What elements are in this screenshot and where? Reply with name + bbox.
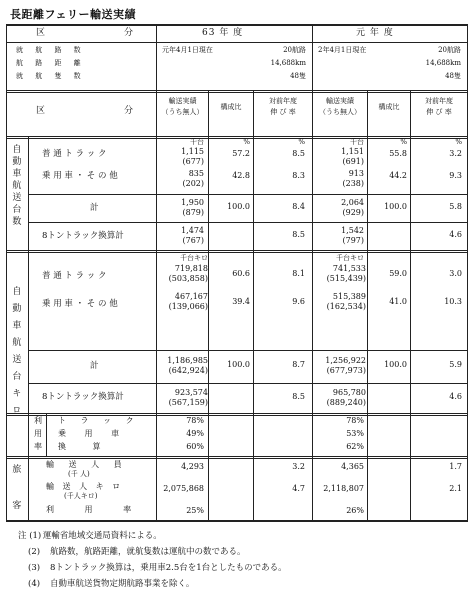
cell: 41.0 — [389, 297, 407, 306]
cell: 78% — [186, 416, 204, 425]
footnote: (3) 8トントラック換算は，乗用車2.5台を1台としたものである。 — [28, 563, 287, 573]
cell: 10.3 — [444, 297, 462, 306]
cell: 1,950 — [181, 198, 204, 207]
cell: 8.5 — [292, 392, 305, 401]
route-y63-date: 元年4月1日現在 — [162, 46, 213, 54]
cell: (929) — [342, 208, 364, 217]
row-sub: (千 人) — [68, 470, 90, 478]
col-jisseki-63: 輸送実績 — [168, 97, 197, 105]
unit: 千台キロ — [336, 254, 364, 262]
cell: (139,066) — [168, 302, 208, 311]
cell: 2.1 — [449, 484, 462, 493]
header-year63: 63 年 度 — [202, 28, 244, 38]
row-label: 乗 用 車 ・ そ の 他 — [42, 299, 118, 309]
cell: 100.0 — [227, 202, 250, 211]
unit: % — [243, 138, 250, 146]
cell: 4.6 — [449, 392, 462, 401]
cell: 60.6 — [232, 269, 250, 278]
col-jisseki-sub-g: （うち無人） — [319, 108, 361, 116]
row-label: 輸 送 人 キ ロ — [46, 482, 124, 491]
cell: (797) — [342, 236, 364, 245]
route-y63-ships: 48隻 — [290, 72, 306, 80]
cell: (677) — [182, 157, 204, 166]
cell: 26% — [346, 506, 364, 515]
cell: (642,924) — [168, 366, 208, 375]
col-jisseki-g: 輸送実績 — [326, 97, 354, 105]
unit: % — [455, 138, 462, 146]
row-label: 普 通 ト ラ ッ ク — [42, 271, 107, 281]
ferry-table — [6, 24, 468, 522]
sub-bun: 分 — [124, 106, 135, 116]
cell: 2,075,868 — [163, 484, 204, 493]
col-taizen-g: 対前年度 — [425, 97, 453, 105]
col-taizen-sub-63: 伸 び 率 — [270, 108, 296, 116]
col-jisseki-sub-63: （うち無人） — [161, 108, 204, 116]
unit: % — [298, 138, 305, 146]
cell: 515,389 — [332, 292, 366, 301]
sub-ku: 区 — [36, 106, 47, 116]
cell: (879) — [182, 208, 204, 217]
cell: (238) — [342, 179, 364, 188]
footnote: (4) 自動車航送貨物定期航路事業を除く。 — [28, 579, 195, 589]
cell: (202) — [182, 179, 204, 188]
cell: (889,240) — [326, 398, 366, 407]
cell: 49% — [186, 429, 204, 438]
route-y63-routes: 20航路 — [283, 46, 306, 54]
cell: (767) — [182, 236, 204, 245]
cell: 8.7 — [292, 360, 305, 369]
util-side: 用 — [34, 429, 42, 438]
cell: 60% — [186, 442, 204, 451]
col-taizen-sub-g: 伸 び 率 — [426, 108, 452, 116]
cell: 467,167 — [174, 292, 208, 301]
cell: 1.7 — [449, 462, 462, 471]
cell: 1,115 — [181, 147, 204, 156]
passenger-side-label: 旅 客 — [10, 464, 21, 521]
cell: 5.9 — [449, 360, 462, 369]
section1-side-label: 自動車航送台数 — [10, 144, 21, 228]
row-label: 換 算 — [58, 442, 113, 451]
cell: 8.5 — [292, 149, 305, 158]
cell: 719,818 — [174, 264, 208, 273]
cell: 4,293 — [181, 462, 204, 471]
section2-side-label: 自動車航送台キロ — [10, 286, 21, 422]
cell: 53% — [346, 429, 364, 438]
route-g-date: 2年4月1日現在 — [318, 46, 367, 54]
row-sub: (千人キロ) — [64, 492, 98, 500]
cell: 913 — [348, 169, 364, 178]
route-g-routes: 20航路 — [438, 46, 461, 54]
route-y63-distance: 14,688km — [270, 59, 306, 67]
row-label: ト ラ ッ ク — [58, 416, 140, 425]
cell: (503,858) — [168, 274, 208, 283]
cell: 62% — [346, 442, 364, 451]
route-g-distance: 14,688km — [425, 59, 461, 67]
cell: 39.4 — [232, 297, 250, 306]
cell: (677,973) — [326, 366, 366, 375]
cell: (162,534) — [326, 302, 366, 311]
col-taizen-63: 対前年度 — [269, 97, 297, 105]
cell: 9.3 — [449, 171, 462, 180]
row-label: 普 通 ト ラ ッ ク — [42, 149, 107, 159]
cell: 3.2 — [292, 462, 305, 471]
cell: 8.3 — [292, 171, 305, 180]
unit: 千台 — [190, 138, 204, 146]
cell: 8.1 — [292, 269, 305, 278]
route-label: 就 航 路 数 — [16, 46, 86, 54]
row-label: 計 — [90, 361, 99, 371]
cell: 835 — [188, 169, 204, 178]
row-label: 利 用 率 — [46, 505, 146, 514]
cell: 4.7 — [292, 484, 305, 493]
cell: 44.2 — [389, 171, 407, 180]
row-label: 輸 送 人 員 — [46, 460, 128, 469]
cell: 8.5 — [292, 230, 305, 239]
footnotes — [18, 528, 287, 592]
util-side: 率 — [34, 442, 42, 451]
route-g-ships: 48隻 — [445, 72, 461, 80]
page-title: 長距離フェリー輸送実績 — [10, 8, 136, 21]
cell: 59.0 — [389, 269, 407, 278]
cell: 1,474 — [181, 226, 204, 235]
row-label: 8トントラック換算計 — [42, 231, 124, 241]
cell: 100.0 — [384, 360, 407, 369]
cell: 100.0 — [227, 360, 250, 369]
cell: 3.0 — [449, 269, 462, 278]
cell: 2,118,807 — [323, 484, 364, 493]
unit: 千台キロ — [180, 254, 208, 262]
cell: 55.8 — [389, 149, 407, 158]
cell: 965,780 — [332, 388, 366, 397]
cell: (567,159) — [168, 398, 208, 407]
cell: (515,439) — [326, 274, 366, 283]
cell: 741,533 — [332, 264, 366, 273]
header-ku: 区 — [36, 28, 47, 38]
cell: 1,186,985 — [167, 356, 208, 365]
unit: 千台 — [350, 138, 364, 146]
cell: 78% — [346, 416, 364, 425]
cell: 57.2 — [232, 149, 250, 158]
route-label: 航 路 距 離 — [16, 59, 86, 67]
footnote: 注 (1) 運輸省地域交通局資料による。 — [18, 531, 162, 541]
cell: 1,151 — [341, 147, 364, 156]
cell: 42.8 — [232, 171, 250, 180]
footnote: (2) 航路数，航路距離，就航隻数は運航中の数である。 — [28, 547, 246, 557]
cell: 3.2 — [449, 149, 462, 158]
cell: 1,256,922 — [325, 356, 366, 365]
cell: 5.8 — [449, 202, 462, 211]
row-label: 乗 用 車 — [58, 429, 128, 438]
route-label: 就 航 隻 数 — [16, 72, 86, 80]
cell: 9.6 — [292, 297, 305, 306]
cell: 4,365 — [341, 462, 364, 471]
cell: 100.0 — [384, 202, 407, 211]
col-kosei-63: 構成比 — [220, 103, 242, 111]
cell: (691) — [342, 157, 364, 166]
row-label: 8トントラック換算計 — [42, 392, 124, 402]
cell: 4.6 — [449, 230, 462, 239]
cell: 1,542 — [341, 226, 364, 235]
unit: % — [400, 138, 407, 146]
header-gannen: 元 年 度 — [356, 28, 394, 38]
cell: 8.4 — [292, 202, 305, 211]
row-label: 計 — [90, 203, 99, 213]
header-bun: 分 — [124, 28, 135, 38]
cell: 923,574 — [174, 388, 208, 397]
util-side: 利 — [34, 416, 42, 425]
row-label: 乗 用 車 ・ そ の 他 — [42, 171, 118, 181]
cell: 25% — [186, 506, 204, 515]
col-kosei-g: 構成比 — [378, 103, 400, 111]
cell: 2,064 — [341, 198, 364, 207]
